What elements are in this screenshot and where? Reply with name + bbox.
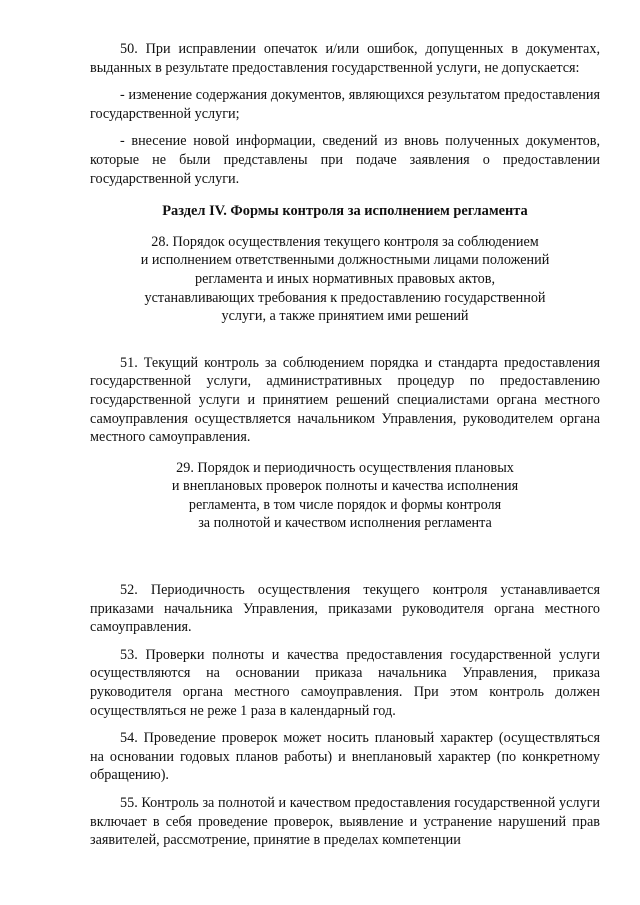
section-title: Раздел IV. Формы контроля за исполнением регламента xyxy=(162,203,528,220)
paragraph-52: 52. Периодичность осуществления текущего контроля устанавливается приказами начальника Управления, приказами руководителя органа местного самоуправления. xyxy=(90,582,600,636)
paragraph-55: 55. Контроль за полнотой и качеством предоставления государственной услуги включает в себя проведение проверок, выявление и устранение нарушений прав заявителей, рассмотрение, принятие в пределах компетенции xyxy=(90,795,600,849)
subheading-28: 28. Порядок осуществления текущего контроля за соблюдением и исполнением ответственными должностными лицами положений регламента и иных нормативных правовых актов, устанавливающих требования к предоставлению государственной услуги, а также принятием ими решений xyxy=(140,233,550,325)
paragraph-50-item-1: - изменение содержания документов, являющихся результатом предоставления государственной услуги; xyxy=(90,87,600,122)
paragraph-54: 54. Проведение проверок может носить плановый характер (осуществляться на основании годовых планов работы) и внеплановый характер (по конкретному обращению). xyxy=(90,730,600,784)
paragraph-53: 53. Проверки полноты и качества предоставления государственной услуги осуществляются на основании приказа начальника Управления, приказа руководителя органа местного самоуправления. При этом контроль должен осуществляться не реже 1 раза в календарный год. xyxy=(90,646,600,719)
paragraph-51: 51. Текущий контроль за соблюдением порядка и стандарта предоставления государственной услуги, административных процедур по предоставлению государственной услуги и принятием решений специалистами органа местного самоуправления осуществляется начальником Управления, руководителем органа местного самоуправления. xyxy=(90,354,600,446)
subheading-29: 29. Порядок и периодичность осуществления плановых и внеплановых проверок полноты и качества исполнения регламента, в том числе порядок и формы контроля за полнотой и качеством исполнения регламента xyxy=(171,459,519,532)
paragraph-50: 50. При исправлении опечаток и/или ошибок, допущенных в документах, выданных в результате предоставления государственной услуги, не допускается: xyxy=(90,41,600,76)
paragraph-50-item-2: - внесение новой информации, сведений из вновь полученных документов, которые не были представлены при подаче заявления о предоставлении государственной услуги. xyxy=(90,133,600,187)
document-page xyxy=(90,40,600,859)
